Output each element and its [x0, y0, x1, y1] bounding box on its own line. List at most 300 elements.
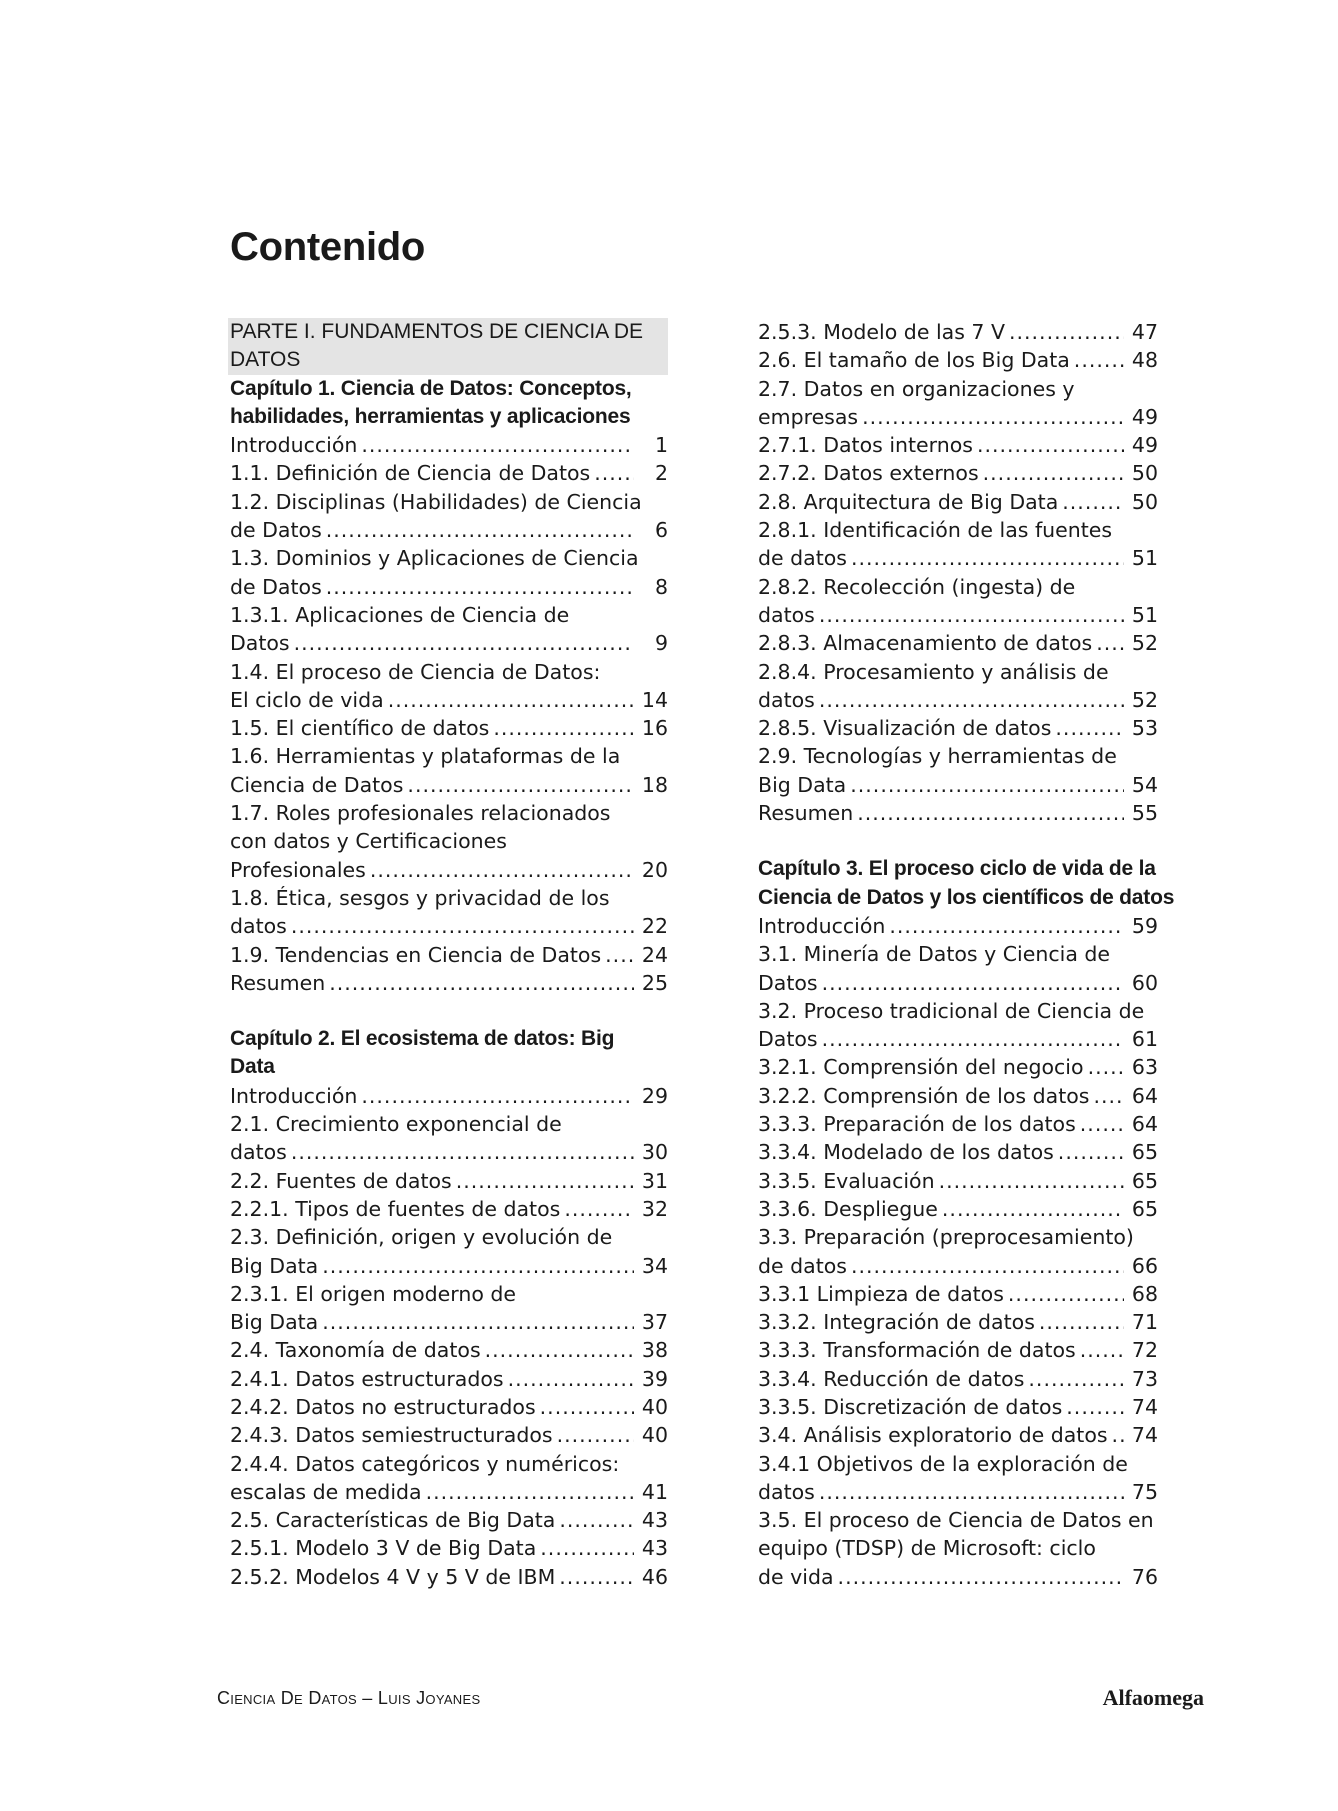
- page-number: 50: [1131, 489, 1158, 514]
- toc-entry[interactable]: [758, 714, 1158, 742]
- toc-entry-final-line: [758, 1053, 1158, 1081]
- page-number: 9: [654, 631, 668, 656]
- dot-leader: [1096, 629, 1124, 657]
- dot-leader: [939, 1167, 1124, 1195]
- page-number: 34: [641, 1253, 668, 1278]
- toc-entry-text: de vida: [758, 1564, 834, 1589]
- toc-entry[interactable]: [758, 375, 1158, 432]
- toc-entry-text: 3.3.1 Limpieza de datos: [758, 1281, 1004, 1306]
- page-number: 66: [1131, 1253, 1158, 1278]
- dot-leader: [294, 629, 634, 657]
- toc-entry-text: 3.3.5. Evaluación: [758, 1168, 935, 1193]
- chapter-heading: [758, 855, 1175, 912]
- toc-entry[interactable]: [758, 912, 1158, 940]
- toc-entry-final-line: [758, 1138, 1158, 1166]
- toc-entry-text: empresas: [758, 404, 859, 429]
- toc-entry-text: 2.5.1. Modelo 3 V de Big Data: [230, 1536, 537, 1561]
- toc-entry[interactable]: [758, 1223, 1158, 1280]
- dot-leader: [1062, 488, 1124, 516]
- toc-entry[interactable]: [758, 431, 1158, 459]
- page-number: 20: [641, 857, 668, 882]
- dot-leader: [819, 686, 1124, 714]
- page-number: 22: [641, 914, 668, 939]
- dot-leader: [540, 1393, 634, 1421]
- toc-entry-text: Profesionales: [230, 857, 366, 882]
- toc-entry-line: 1.4. El proceso de Ciencia de Datos:: [230, 659, 601, 684]
- toc-entry-line: 2.8.2. Recolección (ingesta) de: [758, 574, 1076, 599]
- dot-leader: [1066, 1393, 1124, 1421]
- page-number: 74: [1131, 1423, 1158, 1448]
- page-number: 30: [641, 1140, 668, 1165]
- dot-leader: [1080, 1336, 1124, 1364]
- page-number: 65: [1131, 1196, 1158, 1221]
- toc-entry-text: 3.3.3. Transformación de datos: [758, 1338, 1076, 1363]
- toc-entry[interactable]: [230, 1223, 668, 1280]
- dot-leader: [889, 912, 1124, 940]
- toc-entry-line: 3.4.1 Objetivos de la exploración de: [758, 1451, 1128, 1476]
- toc-entry-final-line: [230, 629, 668, 657]
- toc-entry[interactable]: [758, 346, 1158, 374]
- toc-entry-final-line: [758, 714, 1158, 742]
- toc-entry-text: 3.2.1. Comprensión del negocio: [758, 1055, 1084, 1080]
- toc-entry-final-line: [230, 1506, 668, 1534]
- toc-entry[interactable]: [230, 1110, 668, 1167]
- toc-entry-text: 3.2.2. Comprensión de los datos: [758, 1083, 1090, 1108]
- toc-entry-line: 2.9. Tecnologías y herramientas de: [758, 744, 1117, 769]
- toc-entry[interactable]: [758, 318, 1158, 346]
- page-number: 53: [1131, 716, 1158, 741]
- toc-entry[interactable]: [758, 1450, 1158, 1507]
- toc-entry[interactable]: [758, 1393, 1158, 1421]
- toc-entry[interactable]: [758, 488, 1158, 516]
- toc-entry[interactable]: [758, 1082, 1158, 1110]
- toc-entry-text: Ciencia de Datos: [230, 772, 404, 797]
- toc-entry-text: Datos: [758, 1027, 818, 1052]
- toc-entry-line: con datos y Certificaciones: [230, 829, 507, 854]
- page-number: 38: [641, 1338, 668, 1363]
- toc-entry-text: 3.3.4. Reducción de datos: [758, 1366, 1025, 1391]
- chapter-heading-line: Capítulo 3. El proceso ciclo de vida de la: [758, 857, 1156, 881]
- toc-entry[interactable]: [230, 459, 668, 487]
- dot-leader: [851, 1252, 1124, 1280]
- toc-entry-line: 1.2. Disciplinas (Habilidades) de Ciencia: [230, 489, 642, 514]
- toc-entry-final-line: [230, 1478, 668, 1506]
- toc-entry-text: 3.3.3. Preparación de los datos: [758, 1112, 1076, 1137]
- toc-entry[interactable]: [758, 516, 1158, 573]
- toc-entry[interactable]: [230, 1506, 668, 1534]
- toc-entry-text: datos: [230, 1140, 287, 1165]
- dot-leader: [426, 1478, 634, 1506]
- dot-leader: [540, 1534, 634, 1562]
- toc-entry-final-line: [230, 1365, 668, 1393]
- toc-entry-final-line: [758, 318, 1158, 346]
- toc-entry[interactable]: [230, 1563, 668, 1591]
- dot-leader: [594, 459, 634, 487]
- page-number: 32: [641, 1196, 668, 1221]
- page-number: 31: [641, 1168, 668, 1193]
- toc-entry[interactable]: [230, 1195, 668, 1223]
- page-number: 64: [1131, 1112, 1158, 1137]
- toc-entry-final-line: [758, 1280, 1158, 1308]
- page-number: 64: [1131, 1083, 1158, 1108]
- page-number: 51: [1131, 602, 1158, 627]
- toc-entry-text: de Datos: [230, 574, 322, 599]
- page-number: 37: [641, 1310, 668, 1335]
- toc-entry[interactable]: [230, 1167, 668, 1195]
- toc-entry[interactable]: [230, 742, 668, 799]
- toc-entry-text: datos: [230, 914, 287, 939]
- toc-entry-final-line: [230, 1138, 668, 1166]
- toc-entry-final-line: [230, 1195, 668, 1223]
- dot-leader: [983, 459, 1124, 487]
- toc-entry-line: 2.7. Datos en organizaciones y: [758, 376, 1075, 401]
- dot-leader: [942, 1195, 1124, 1223]
- dot-leader: [1039, 1308, 1124, 1336]
- toc-entry[interactable]: [758, 799, 1158, 827]
- toc-entry-text: Datos: [758, 970, 818, 995]
- toc-entry-text: 2.2.1. Tipos de fuentes de datos: [230, 1196, 561, 1221]
- page-number: 41: [641, 1479, 668, 1504]
- toc-entry-final-line: [758, 1025, 1158, 1053]
- toc-entry[interactable]: [230, 969, 668, 997]
- toc-entry-final-line: [758, 1308, 1158, 1336]
- toc-entry-final-line: [758, 1393, 1158, 1421]
- dot-leader: [851, 544, 1124, 572]
- toc-entry-text: 2.4.3. Datos semiestructurados: [230, 1423, 553, 1448]
- toc-entry-final-line: [230, 1252, 668, 1280]
- toc-entry-text: Resumen: [758, 801, 854, 826]
- dot-leader: [559, 1506, 634, 1534]
- toc-entry-line: 2.3.1. El origen moderno de: [230, 1281, 517, 1306]
- page-number: 61: [1131, 1027, 1158, 1052]
- chapter-heading-line: Capítulo 2. El ecosistema de datos: Big: [230, 1027, 615, 1051]
- page-number: 43: [641, 1508, 668, 1533]
- toc-entry-text: 1.9. Tendencias en Ciencia de Datos: [230, 942, 602, 967]
- toc-entry-text: 2.4. Taxonomía de datos: [230, 1338, 481, 1363]
- dot-leader: [329, 969, 634, 997]
- dot-leader: [326, 516, 634, 544]
- page-number: 59: [1131, 913, 1158, 938]
- dot-leader: [819, 1478, 1124, 1506]
- page-number: 65: [1131, 1168, 1158, 1193]
- toc-entry-text: datos: [758, 687, 815, 712]
- toc-entry-final-line: [758, 1110, 1158, 1138]
- toc-entry[interactable]: [758, 1110, 1158, 1138]
- dot-leader: [1009, 318, 1124, 346]
- page-number: 60: [1131, 970, 1158, 995]
- toc-entry-final-line: [758, 1365, 1158, 1393]
- dot-leader: [850, 771, 1124, 799]
- dot-leader: [370, 856, 634, 884]
- toc-entry-text: 3.4. Análisis exploratorio de datos: [758, 1423, 1108, 1448]
- page-number: 24: [641, 942, 668, 967]
- toc-entry-text: 2.7.1. Datos internos: [758, 433, 973, 458]
- toc-entry-text: 2.8. Arquitectura de Big Data: [758, 489, 1059, 514]
- chapter-heading: [230, 375, 668, 432]
- toc-entry-line: 1.3.1. Aplicaciones de Ciencia de: [230, 602, 570, 627]
- page-number: 49: [1131, 433, 1158, 458]
- toc-entry-final-line: [758, 1167, 1158, 1195]
- part-heading-line: PARTE I. FUNDAMENTOS DE CIENCIA DE: [230, 320, 644, 343]
- toc-entry-final-line: [230, 516, 668, 544]
- toc-entry-line: equipo (TDSP) de Microsoft: ciclo: [758, 1536, 1096, 1561]
- toc-entry-text: 2.5. Características de Big Data: [230, 1508, 556, 1533]
- toc-entry[interactable]: [758, 1506, 1158, 1591]
- toc-right-column: [758, 318, 1175, 1591]
- toc-entry-text: Datos: [230, 631, 290, 656]
- toc-entry-final-line: [758, 1195, 1158, 1223]
- page-number: 54: [1131, 772, 1158, 797]
- page-number: 49: [1131, 404, 1158, 429]
- dot-leader: [1074, 346, 1124, 374]
- dot-leader: [1112, 1421, 1124, 1449]
- toc-entry-text: Introducción: [758, 913, 886, 938]
- page-title: Contenido: [230, 225, 426, 269]
- toc-entry-line: 2.3. Definición, origen y evolución de: [230, 1225, 613, 1250]
- toc-entry-text: de datos: [758, 546, 847, 571]
- page-number: 6: [654, 518, 668, 543]
- part-heading-line: DATOS: [230, 348, 301, 372]
- dot-leader: [605, 941, 634, 969]
- page-number: 14: [641, 687, 668, 712]
- page-number: 47: [1131, 320, 1158, 344]
- toc-entry-line: 2.4.4. Datos categóricos y numéricos:: [230, 1451, 620, 1476]
- toc-entry[interactable]: [758, 1421, 1158, 1449]
- toc-entry[interactable]: [230, 941, 668, 969]
- toc-entry[interactable]: [230, 1393, 668, 1421]
- toc-entry[interactable]: [758, 1138, 1158, 1166]
- dot-leader: [977, 431, 1124, 459]
- toc-entry[interactable]: [758, 1053, 1158, 1081]
- page-number: 51: [1131, 546, 1158, 571]
- toc-entry[interactable]: [230, 601, 668, 658]
- toc-entry-line: 3.3. Preparación (preprocesamiento): [758, 1225, 1134, 1250]
- toc-entry-text: de Datos: [230, 518, 322, 543]
- page-number: 18: [641, 772, 668, 797]
- toc-entry-final-line: [230, 1393, 668, 1421]
- footer-publisher: Alfaomega: [1102, 1685, 1204, 1710]
- toc-entry[interactable]: [230, 1365, 668, 1393]
- page-number: 71: [1131, 1310, 1158, 1335]
- page-number: 39: [641, 1366, 668, 1391]
- toc-entry-line: 3.5. El proceso de Ciencia de Datos en: [758, 1508, 1154, 1533]
- toc-entry-final-line: [230, 1563, 668, 1591]
- dot-leader: [838, 1563, 1124, 1591]
- toc-entry-final-line: [758, 1563, 1158, 1591]
- toc-left-column: [230, 318, 668, 1591]
- dot-leader: [485, 1336, 634, 1364]
- toc-entry[interactable]: [758, 742, 1158, 799]
- toc-entry[interactable]: [230, 658, 668, 715]
- dot-leader: [564, 1195, 634, 1223]
- page-number: 55: [1131, 801, 1158, 826]
- page-number: 46: [641, 1564, 668, 1589]
- page-number: 16: [641, 716, 668, 741]
- toc-entry[interactable]: [758, 1308, 1158, 1336]
- toc-entry[interactable]: [230, 1421, 668, 1449]
- toc-entry[interactable]: [758, 459, 1158, 487]
- page-number: 1: [654, 433, 668, 458]
- toc-entry[interactable]: [230, 1082, 668, 1110]
- page-number: 74: [1131, 1394, 1158, 1419]
- toc-entry-final-line: [230, 969, 668, 997]
- toc-entry[interactable]: [230, 1280, 668, 1337]
- toc-entry-final-line: [230, 1534, 668, 1562]
- dot-leader: [1080, 1110, 1124, 1138]
- chapter-heading-line: habilidades, herramientas y aplicaciones: [230, 404, 631, 428]
- toc-entry-text: 1.1. Definición de Ciencia de Datos: [230, 461, 591, 486]
- dot-leader: [322, 1252, 634, 1280]
- toc-entry-line: 2.1. Crecimiento exponencial de: [230, 1112, 562, 1137]
- toc-entry[interactable]: [230, 884, 668, 941]
- toc-entry-final-line: [758, 544, 1158, 572]
- toc-entry-final-line: [758, 1421, 1158, 1449]
- page-number: 65: [1131, 1140, 1158, 1165]
- toc-entry-final-line: [230, 1336, 668, 1364]
- dot-leader: [361, 431, 634, 459]
- toc-entry-text: 3.3.5. Discretización de datos: [758, 1394, 1063, 1419]
- toc-entry-text: escalas de medida: [230, 1479, 422, 1504]
- dot-leader: [508, 1365, 634, 1393]
- toc-entry-final-line: [758, 346, 1158, 374]
- toc-entry[interactable]: [758, 1365, 1158, 1393]
- toc-entry-text: de datos: [758, 1253, 847, 1278]
- toc-entry[interactable]: [230, 1534, 668, 1562]
- dot-leader: [862, 403, 1124, 431]
- toc-entry[interactable]: [758, 658, 1158, 715]
- dot-leader: [1055, 714, 1124, 742]
- toc-entry-final-line: [230, 771, 668, 799]
- toc-entry-final-line: [758, 912, 1158, 940]
- toc-entry[interactable]: [230, 431, 668, 459]
- chapter-heading-line: Capítulo 1. Ciencia de Datos: Conceptos,: [230, 376, 632, 400]
- toc-entry-text: 2.7.2. Datos externos: [758, 461, 979, 486]
- dot-leader: [1028, 1365, 1124, 1393]
- dot-leader: [857, 799, 1124, 827]
- page-number: 48: [1131, 348, 1158, 373]
- toc-entry-text: El ciclo de vida: [230, 687, 384, 712]
- toc-entry-final-line: [230, 941, 668, 969]
- toc-entry-text: datos: [758, 1479, 815, 1504]
- chapter-heading-line: Data: [230, 1055, 275, 1079]
- dot-leader: [322, 1308, 634, 1336]
- toc-entry-line: 2.8.4. Procesamiento y análisis de: [758, 659, 1109, 684]
- toc-entry-final-line: [230, 573, 668, 601]
- toc-entry-final-line: [230, 459, 668, 487]
- page-number: 63: [1131, 1055, 1158, 1080]
- toc-entry[interactable]: [758, 1280, 1158, 1308]
- toc-entry-text: 3.3.2. Integración de datos: [758, 1310, 1035, 1335]
- toc-entry[interactable]: [758, 1167, 1158, 1195]
- chapter-heading: [230, 1025, 668, 1082]
- toc-entry-text: 2.4.1. Datos estructurados: [230, 1366, 504, 1391]
- toc-entry-text: 3.3.6. Despliegue: [758, 1196, 938, 1221]
- toc-entry-text: datos: [758, 602, 815, 627]
- toc-entry-text: 2.8.5. Visualización de datos: [758, 716, 1052, 741]
- toc-entry-text: 3.3.4. Modelado de los datos: [758, 1140, 1054, 1165]
- toc-entry-final-line: [758, 686, 1158, 714]
- toc-entry-text: Introducción: [230, 1083, 358, 1108]
- page-number: 43: [641, 1536, 668, 1561]
- dot-leader: [361, 1082, 634, 1110]
- page-number: 52: [1131, 687, 1158, 712]
- toc-entry[interactable]: [230, 1336, 668, 1364]
- toc-entry-final-line: [758, 601, 1158, 629]
- toc-entry-final-line: [758, 431, 1158, 459]
- toc-entry-line: 2.8.1. Identificación de las fuentes: [758, 518, 1113, 543]
- dot-leader: [822, 1025, 1124, 1053]
- dot-leader: [1088, 1053, 1124, 1081]
- dot-leader: [822, 969, 1124, 997]
- toc-entry[interactable]: [230, 488, 668, 545]
- toc-entry-line: 1.7. Roles profesionales relacionados: [230, 801, 611, 826]
- toc-entry-text: 1.5. El científico de datos: [230, 716, 490, 741]
- toc-entry-text: 2.6. El tamaño de los Big Data: [758, 348, 1070, 373]
- page-number: 40: [641, 1394, 668, 1419]
- toc-entry[interactable]: [758, 629, 1158, 657]
- page-number: 75: [1131, 1479, 1158, 1504]
- part-heading: [228, 318, 668, 375]
- toc-entry[interactable]: [758, 573, 1158, 630]
- page-number: 50: [1131, 461, 1158, 486]
- page-number: 72: [1131, 1338, 1158, 1363]
- toc-entry-line: 1.8. Ética, sesgos y privacidad de los: [230, 885, 610, 910]
- toc-entry-text: 2.8.3. Almacenamiento de datos: [758, 631, 1093, 656]
- toc-entry-text: 2.4.2. Datos no estructurados: [230, 1394, 536, 1419]
- toc-entry[interactable]: [230, 799, 668, 884]
- dot-leader: [1008, 1280, 1124, 1308]
- chapter-heading-line: Ciencia de Datos y los científicos de datos: [758, 885, 1175, 909]
- toc-entry[interactable]: [758, 1336, 1158, 1364]
- toc-entry-final-line: [230, 714, 668, 742]
- toc-entry-final-line: [230, 431, 668, 459]
- dot-leader: [557, 1421, 634, 1449]
- toc-entry[interactable]: [230, 714, 668, 742]
- page-number: 76: [1131, 1564, 1158, 1589]
- toc-entry-text: Big Data: [230, 1253, 319, 1278]
- dot-leader: [559, 1563, 634, 1591]
- toc-entry-final-line: [758, 1252, 1158, 1280]
- toc-entry-final-line: [230, 686, 668, 714]
- toc-entry-final-line: [758, 403, 1158, 431]
- toc-entry[interactable]: [758, 940, 1158, 997]
- page-number: 29: [641, 1083, 668, 1108]
- footer-book-title: Ciencia De Datos – Luis Joyanes: [217, 1688, 481, 1708]
- toc-entry[interactable]: [230, 544, 668, 601]
- toc-entry-final-line: [758, 488, 1158, 516]
- toc-entry-text: Big Data: [230, 1310, 319, 1335]
- toc-entry-text: Resumen: [230, 970, 326, 995]
- dot-leader: [407, 771, 634, 799]
- toc-entry-final-line: [758, 629, 1158, 657]
- toc-entry-line: 3.2. Proceso tradicional de Ciencia de: [758, 998, 1145, 1023]
- toc-entry-final-line: [230, 856, 668, 884]
- page-number: 52: [1131, 631, 1158, 656]
- toc-entry[interactable]: [758, 997, 1158, 1054]
- toc-entry-line: 1.6. Herramientas y plataformas de la: [230, 744, 621, 769]
- toc-entry[interactable]: [230, 1450, 668, 1507]
- toc-entry-text: 2.5.2. Modelos 4 V y 5 V de IBM: [230, 1564, 556, 1589]
- toc-entry-final-line: [230, 1421, 668, 1449]
- page-number: 8: [654, 574, 668, 599]
- toc-entry-final-line: [230, 1082, 668, 1110]
- toc-entry-line: 3.1. Minería de Datos y Ciencia de: [758, 942, 1111, 967]
- page-number: 25: [641, 970, 668, 995]
- dot-leader: [456, 1167, 634, 1195]
- toc-entry-text: 2.2. Fuentes de datos: [230, 1168, 452, 1193]
- toc-entry-final-line: [758, 799, 1158, 827]
- toc-entry[interactable]: [758, 1195, 1158, 1223]
